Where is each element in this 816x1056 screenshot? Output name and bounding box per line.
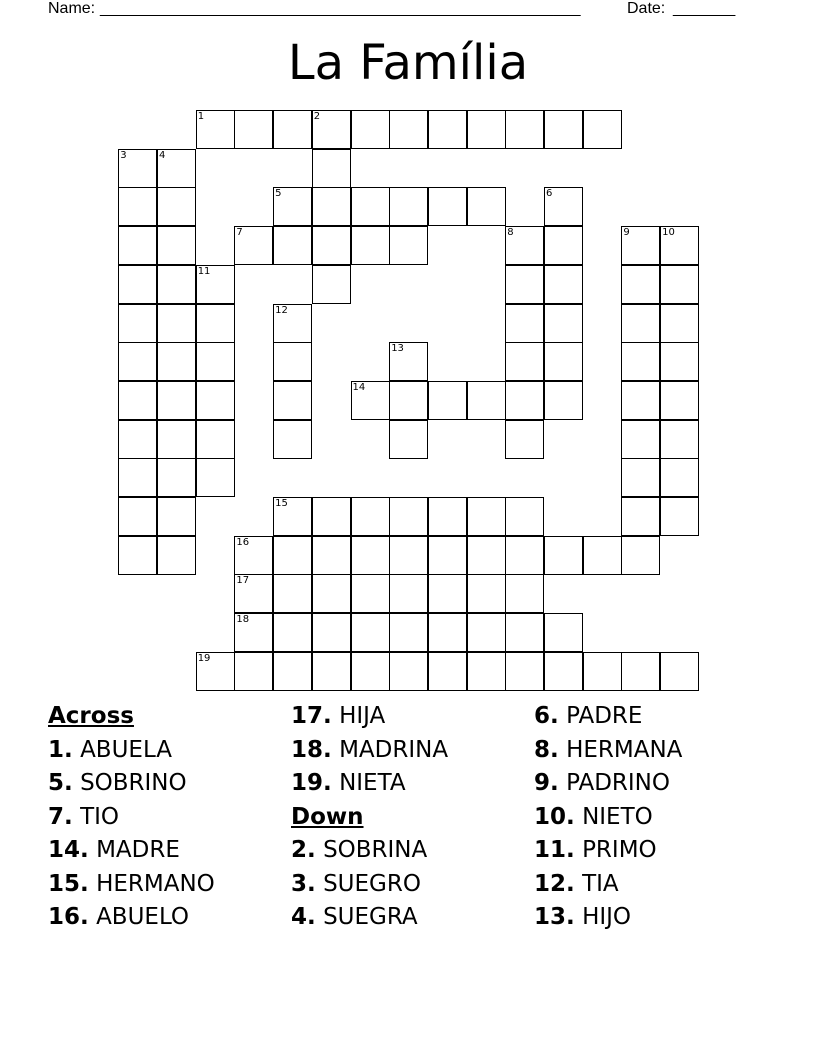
grid-cell[interactable]	[467, 497, 506, 536]
grid-cell[interactable]	[505, 265, 544, 304]
grid-cell[interactable]	[544, 652, 583, 691]
clue-word: MADRE	[96, 837, 180, 863]
clue-number: 9	[623, 227, 630, 239]
grid-cell[interactable]	[312, 613, 351, 652]
grid-cell[interactable]	[157, 226, 196, 265]
clue-down	[291, 901, 531, 935]
clue-number-label: 7.	[48, 803, 73, 830]
grid-cell[interactable]	[505, 304, 544, 343]
grid-cell[interactable]	[234, 536, 273, 575]
grid-cell[interactable]	[196, 381, 235, 420]
page-title: La Família	[287, 35, 529, 91]
clue-column-1	[48, 700, 288, 935]
grid-cell[interactable]	[312, 536, 351, 575]
clue-number: 13	[391, 343, 404, 355]
clue-word: TIO	[80, 803, 119, 830]
grid-cell[interactable]	[312, 652, 351, 691]
grid-cell[interactable]	[544, 110, 583, 149]
grid-cell[interactable]	[273, 652, 312, 691]
clue-down	[534, 834, 774, 868]
clue-word: PRIMO	[582, 837, 657, 863]
clue-number: 1	[197, 111, 205, 122]
grid-cell[interactable]	[312, 187, 351, 226]
clue-number-label: 5.	[48, 770, 73, 796]
grid-cell[interactable]	[234, 574, 273, 613]
clue-across	[291, 700, 531, 734]
clue-number: 11	[197, 265, 211, 277]
grid-cell[interactable]	[389, 187, 428, 226]
clue-down	[534, 901, 774, 935]
grid-cell[interactable]	[234, 613, 273, 652]
clue-word: PADRE	[566, 703, 643, 729]
grid-cell[interactable]	[312, 149, 351, 188]
clue-down	[291, 834, 531, 868]
clue-number: 12	[275, 304, 288, 316]
grid-cell[interactable]	[118, 149, 157, 188]
clue-word: SOBRINO	[80, 770, 187, 796]
clue-word: ABUELA	[80, 736, 173, 763]
grid-cell[interactable]	[660, 304, 699, 343]
grid-cell[interactable]	[157, 304, 196, 343]
grid-cell[interactable]	[389, 536, 428, 575]
grid-cell[interactable]	[234, 110, 273, 149]
grid-cell[interactable]	[544, 226, 583, 265]
grid-cell[interactable]	[583, 110, 622, 149]
grid-cell[interactable]	[544, 304, 583, 343]
clue-down	[534, 767, 774, 801]
grid-cell[interactable]	[467, 187, 506, 226]
clue-word: SOBRINA	[323, 837, 428, 863]
clue-number: 14	[352, 381, 366, 393]
grid-cell[interactable]	[157, 458, 196, 497]
clue-number-label: 10.	[534, 803, 575, 830]
clue-across	[48, 901, 288, 935]
grid-cell[interactable]	[660, 342, 699, 381]
clue-number: 17	[236, 575, 250, 587]
clue-number-label: 3.	[291, 870, 316, 897]
clue-column-2	[291, 700, 531, 935]
clue-word: MADRINA	[339, 736, 449, 763]
grid-cell[interactable]	[467, 652, 506, 691]
grid-cell[interactable]	[505, 613, 544, 652]
grid-cell[interactable]	[312, 574, 351, 613]
clue-down	[534, 801, 774, 835]
clue-down	[534, 734, 774, 768]
grid-cell[interactable]	[234, 226, 273, 265]
grid-cell[interactable]	[273, 187, 312, 226]
clue-number: 2	[313, 111, 321, 122]
date-label: Date:	[627, 0, 666, 17]
grid-cell[interactable]	[196, 420, 235, 459]
clue-down	[534, 868, 774, 902]
clue-across	[48, 801, 288, 835]
grid-cell[interactable]	[505, 574, 544, 613]
grid-cell[interactable]	[428, 574, 467, 613]
date-blank: _______	[673, 0, 736, 17]
grid-cell[interactable]	[273, 420, 312, 459]
grid-cell[interactable]	[157, 381, 196, 420]
grid-cell[interactable]	[157, 536, 196, 575]
grid-cell[interactable]	[351, 536, 390, 575]
clue-number: 6	[546, 188, 553, 200]
grid-cell[interactable]	[351, 497, 390, 536]
grid-cell[interactable]	[196, 458, 235, 497]
clue-word: HIJO	[582, 904, 632, 930]
grid-cell[interactable]	[118, 497, 157, 536]
down-heading: Down	[291, 803, 364, 830]
grid-cell[interactable]	[428, 110, 467, 149]
grid-cell[interactable]	[196, 304, 235, 343]
grid-cell[interactable]	[196, 110, 235, 149]
clue-down	[534, 700, 774, 734]
grid-cell[interactable]	[660, 420, 699, 459]
grid-cell[interactable]	[505, 420, 544, 459]
grid-cell[interactable]	[351, 613, 390, 652]
clue-across	[48, 767, 288, 801]
grid-cell[interactable]	[118, 304, 157, 343]
grid-cell[interactable]	[621, 420, 660, 459]
grid-cell[interactable]	[428, 497, 467, 536]
grid-cell[interactable]	[467, 381, 506, 420]
clue-number-label: 9.	[534, 770, 559, 796]
grid-cell[interactable]	[118, 381, 157, 420]
grid-cell[interactable]	[389, 381, 428, 420]
clue-word: NIETA	[339, 770, 406, 796]
grid-cell[interactable]	[505, 497, 544, 536]
grid-cell[interactable]	[234, 652, 273, 691]
grid-cell[interactable]	[273, 613, 312, 652]
grid-cell[interactable]	[196, 342, 235, 381]
grid-cell[interactable]	[505, 226, 544, 265]
clue-across	[48, 868, 288, 902]
grid-cell[interactable]	[157, 149, 196, 188]
clue-number-label: 13.	[534, 904, 575, 930]
grid-cell[interactable]	[389, 420, 428, 459]
grid-cell[interactable]	[428, 652, 467, 691]
grid-cell[interactable]	[544, 187, 583, 226]
grid-cell[interactable]	[118, 187, 157, 226]
grid-cell[interactable]	[273, 574, 312, 613]
clue-across	[291, 734, 531, 768]
clue-number: 19	[197, 652, 211, 664]
clue-number: 15	[275, 498, 288, 509]
grid-cell[interactable]	[467, 110, 506, 149]
grid-cell[interactable]	[621, 497, 660, 536]
grid-cell[interactable]	[389, 497, 428, 536]
clue-word: HERMANO	[96, 870, 215, 897]
grid-cell[interactable]	[273, 110, 312, 149]
grid-cell[interactable]	[273, 226, 312, 265]
grid-cell[interactable]	[273, 497, 312, 536]
grid-cell[interactable]	[660, 226, 699, 265]
clue-word: HIJA	[339, 703, 386, 729]
grid-cell[interactable]	[505, 110, 544, 149]
clue-number-label: 17.	[291, 703, 332, 729]
grid-cell[interactable]	[583, 652, 622, 691]
grid-cell[interactable]	[583, 536, 622, 575]
grid-cell[interactable]	[118, 420, 157, 459]
grid-cell[interactable]	[273, 342, 312, 381]
grid-cell[interactable]	[660, 265, 699, 304]
clue-number-label: 6.	[534, 703, 559, 729]
grid-cell[interactable]	[660, 497, 699, 536]
grid-cell[interactable]	[157, 265, 196, 304]
grid-cell[interactable]	[273, 536, 312, 575]
grid-cell[interactable]	[505, 536, 544, 575]
grid-cell[interactable]	[157, 497, 196, 536]
clue-number-label: 8.	[534, 736, 559, 763]
grid-cell[interactable]	[118, 342, 157, 381]
grid-cell[interactable]	[312, 226, 351, 265]
across-heading: Across	[48, 703, 134, 729]
grid-cell[interactable]	[505, 342, 544, 381]
grid-cell[interactable]	[312, 110, 351, 149]
clue-list	[0, 700, 816, 960]
grid-cell[interactable]	[621, 458, 660, 497]
clue-number-label: 2.	[291, 837, 316, 863]
grid-cell[interactable]	[196, 265, 235, 304]
grid-cell[interactable]	[544, 613, 583, 652]
grid-cell[interactable]	[118, 536, 157, 575]
grid-cell[interactable]	[505, 652, 544, 691]
clue-down	[291, 868, 531, 902]
clue-column-3	[534, 700, 774, 935]
grid-cell[interactable]	[389, 342, 428, 381]
grid-cell[interactable]	[118, 458, 157, 497]
clue-number: 18	[236, 614, 250, 626]
clue-word: SUEGRO	[323, 870, 421, 897]
name-blank: ______________________________________________________	[100, 0, 581, 17]
clue-across	[48, 734, 288, 768]
grid-cell[interactable]	[351, 652, 390, 691]
grid-cell[interactable]	[273, 304, 312, 343]
grid-cell[interactable]	[351, 110, 390, 149]
grid-cell[interactable]	[389, 574, 428, 613]
grid-cell[interactable]	[544, 536, 583, 575]
clue-word: TIA	[582, 870, 619, 897]
clue-number: 7	[236, 227, 243, 239]
clue-number-label: 16.	[48, 904, 89, 930]
clue-number-label: 19.	[291, 770, 332, 796]
clue-number-label: 12.	[534, 870, 575, 897]
grid-cell[interactable]	[312, 497, 351, 536]
clue-number-label: 15.	[48, 870, 89, 897]
grid-cell[interactable]	[273, 381, 312, 420]
grid-cell[interactable]	[389, 613, 428, 652]
clue-word: ABUELO	[96, 904, 190, 930]
clue-across	[48, 834, 288, 868]
grid-cell[interactable]	[428, 536, 467, 575]
clue-word: SUEGRA	[323, 904, 418, 930]
grid-cell[interactable]	[621, 304, 660, 343]
clue-word: NIETO	[582, 803, 653, 830]
grid-cell[interactable]	[621, 226, 660, 265]
clue-number-label: 14.	[48, 837, 89, 863]
grid-cell[interactable]	[621, 342, 660, 381]
grid-cell[interactable]	[389, 226, 428, 265]
grid-cell[interactable]	[467, 536, 506, 575]
clue-number: 10	[662, 227, 675, 239]
grid-cell[interactable]	[118, 226, 157, 265]
clue-word: HERMANA	[566, 736, 683, 763]
clue-number: 16	[236, 536, 250, 548]
grid-cell[interactable]	[467, 574, 506, 613]
grid-cell[interactable]	[660, 458, 699, 497]
clue-number-label: 1.	[48, 736, 73, 763]
clue-word: PADRINO	[566, 770, 670, 796]
grid-cell[interactable]	[351, 381, 390, 420]
clue-number: 5	[275, 188, 282, 200]
grid-cell[interactable]	[544, 381, 583, 420]
clue-number: 8	[507, 227, 514, 239]
grid-cell[interactable]	[660, 381, 699, 420]
clue-number: 4	[159, 149, 166, 161]
grid-cell[interactable]	[196, 652, 235, 691]
grid-cell[interactable]	[660, 652, 699, 691]
clue-number-label: 11.	[534, 837, 575, 863]
grid-cell[interactable]	[621, 381, 660, 420]
grid-cell[interactable]	[428, 381, 467, 420]
grid-cell[interactable]	[157, 187, 196, 226]
grid-cell[interactable]	[351, 187, 390, 226]
grid-cell[interactable]	[312, 265, 351, 304]
name-label: Name:	[48, 0, 96, 17]
grid-cell[interactable]	[467, 613, 506, 652]
grid-cell[interactable]	[544, 342, 583, 381]
clue-number-label: 18.	[291, 736, 332, 763]
grid-cell[interactable]	[505, 381, 544, 420]
grid-cell[interactable]	[428, 187, 467, 226]
grid-cell[interactable]	[351, 226, 390, 265]
grid-cell[interactable]	[389, 652, 428, 691]
clue-number: 3	[120, 149, 127, 161]
grid-cell[interactable]	[544, 265, 583, 304]
clue-across	[291, 767, 531, 801]
clue-number-label: 4.	[291, 904, 316, 930]
grid-cell[interactable]	[118, 265, 157, 304]
grid-cell[interactable]	[428, 613, 467, 652]
grid-cell[interactable]	[621, 652, 660, 691]
grid-cell[interactable]	[389, 110, 428, 149]
grid-cell[interactable]	[351, 574, 390, 613]
grid-cell[interactable]	[621, 265, 660, 304]
grid-cell[interactable]	[621, 536, 660, 575]
grid-cell[interactable]	[157, 342, 196, 381]
grid-cell[interactable]	[157, 420, 196, 459]
